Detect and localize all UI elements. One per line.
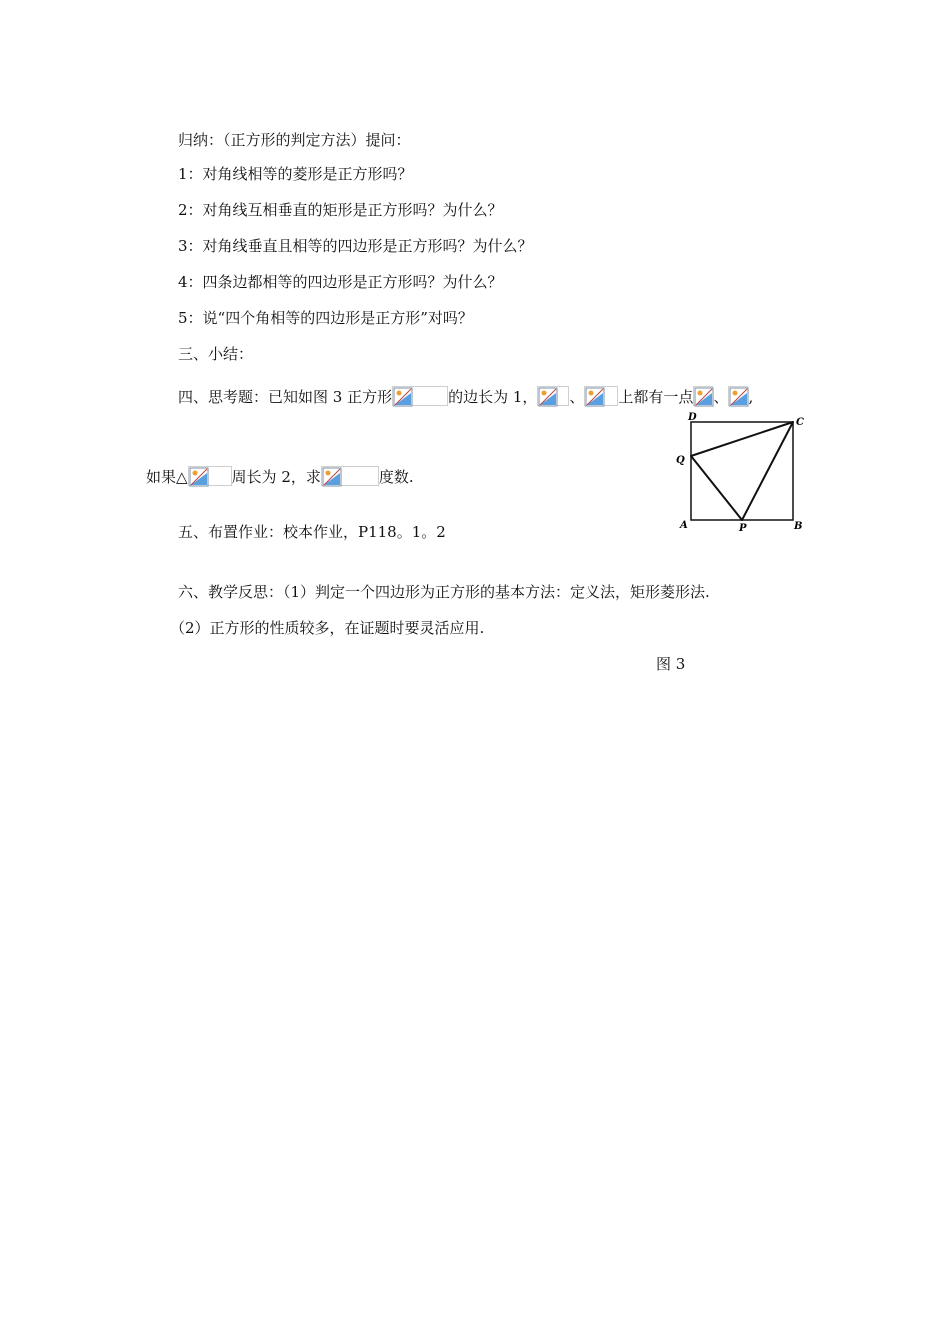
section-6-line-1: 六、教学反思：（1）判定一个四边形为正方形的基本方法：定义法，矩形菱形法.: [178, 583, 710, 601]
broken-image-icon: [321, 466, 379, 486]
label-d: D: [688, 412, 697, 423]
section-6-line-2: （2）正方形的性质较多，在证题时要灵活应用.: [170, 619, 485, 637]
section-4-text-2: 的边长为 1，: [448, 388, 538, 406]
section-4-line-2: [146, 466, 414, 487]
broken-image-icon: [584, 386, 618, 406]
question-4: 4：四条边都相等的四边形是正方形吗？为什么？: [178, 273, 503, 291]
label-p: P: [739, 523, 747, 534]
section-4-line-2-text-1: 如果△: [146, 468, 188, 486]
section-3-title: 三、小结：: [178, 345, 254, 363]
broken-image-icon: [728, 386, 748, 406]
question-2: 2：对角线互相垂直的矩形是正方形吗？为什么？: [178, 201, 503, 219]
square-abcd: [691, 422, 793, 520]
label-c: C: [796, 417, 804, 428]
section-4-text-3: 、: [569, 388, 585, 406]
section-4-line-2-text-2: 周长为 2，求: [231, 468, 321, 486]
square-figure: [672, 408, 812, 534]
broken-image-icon: [693, 386, 713, 406]
section-4-line-1: [178, 386, 753, 407]
broken-image-icon: [188, 466, 232, 486]
question-3: 3：对角线垂直且相等的四边形是正方形吗？为什么？: [178, 237, 533, 255]
broken-image-icon: [537, 386, 569, 406]
question-5: 5：说“四个角相等的四边形是正方形”对吗？: [178, 309, 473, 327]
label-a: A: [680, 520, 688, 531]
section-4-text-6: ,: [748, 388, 754, 406]
section-4-line-2-text-3: 度数.: [378, 468, 414, 486]
section-5-homework: 五、布置作业：校本作业，P118。1。2: [178, 523, 446, 541]
figure-caption: 图 3: [656, 655, 686, 673]
label-b: B: [794, 521, 803, 532]
summary-heading: 归纳：（正方形的判定方法）提问：: [178, 131, 411, 149]
section-4-text-5: 、: [713, 388, 729, 406]
section-4-text-4: 上都有一点: [618, 388, 694, 406]
section-4-text-1: 四、思考题：已知如图 3 正方形: [178, 388, 393, 406]
label-q: Q: [676, 455, 685, 466]
question-1: 1：对角线相等的菱形是正方形吗？: [178, 165, 413, 183]
triangle-cpq: [691, 422, 793, 520]
broken-image-icon: [392, 386, 448, 406]
